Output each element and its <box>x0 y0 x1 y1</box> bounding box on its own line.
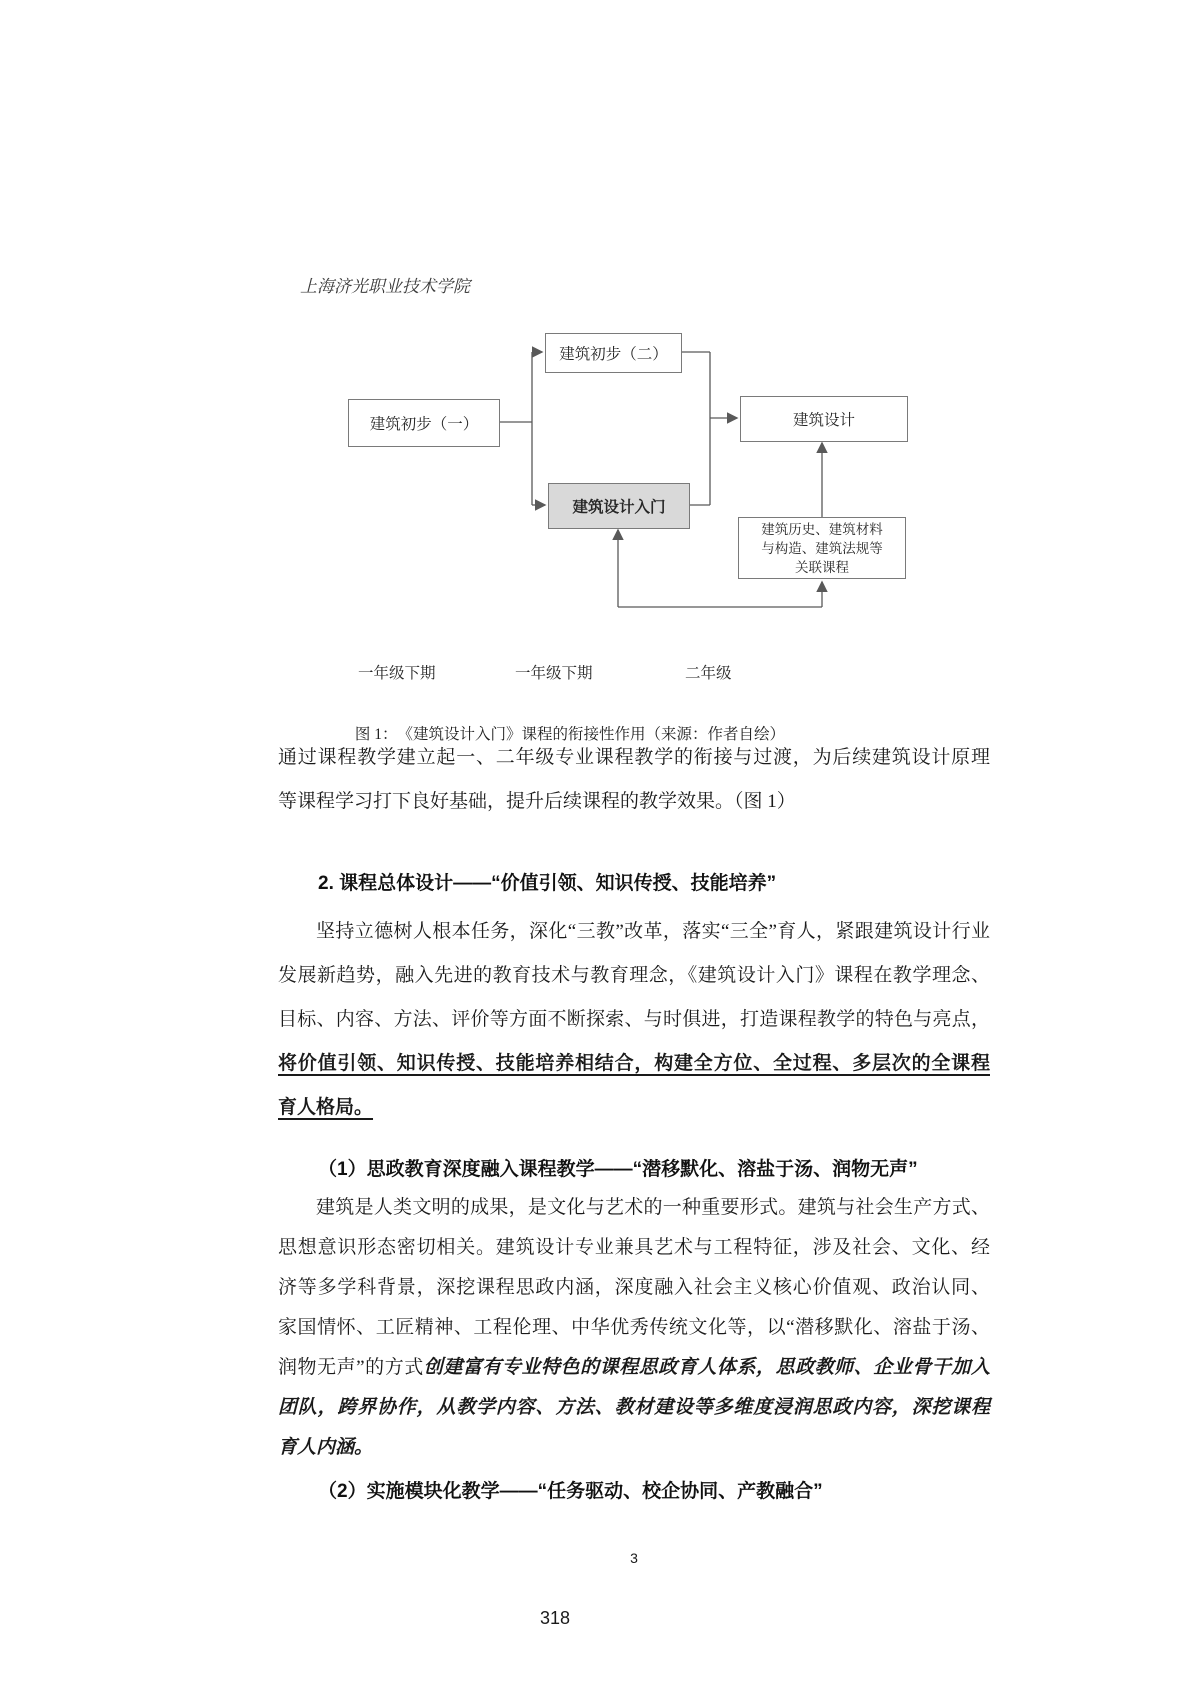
timeline-label-year1-term2-b: 一年级下期 <box>515 665 593 682</box>
page-number-outer: 318 <box>540 1608 571 1628</box>
course-flowchart <box>340 325 920 685</box>
paragraph-1-line-2: 等课程学习打下良好基础，提升后续课程的教学效果。（图 1） <box>278 791 796 812</box>
paragraph-2-line-2: 发展新趋势，融入先进的教育技术与教育理念，《建筑设计入门》课程在教学理念、 <box>278 965 990 986</box>
heading-subsection-2: （2）实施模块化教学——“任务驱动、校企协同、产教融合” <box>318 1481 823 1502</box>
paragraph-3-line-4: 家国情怀、工匠精神、工程伦理、中华优秀传统文化等，以“潜移默化、溶盐于汤、 <box>278 1317 990 1338</box>
flowchart-box-label: 建筑初步（二） <box>559 346 668 363</box>
heading-section-2: 2. 课程总体设计——“价值引领、知识传授、技能培养” <box>318 873 777 894</box>
paragraph-3-line-6-bold-italic: 团队，跨界协作，从教学内容、方法、教材建设等多维度浸润思政内容，深挖课程 <box>278 1397 990 1418</box>
timeline-label-year1-term2-a: 一年级下期 <box>358 665 436 682</box>
flowchart-box-jianzhu-chubu-2 <box>545 333 682 373</box>
flowchart-box-label: 建筑设计 <box>792 412 855 429</box>
timeline-label-year2: 二年级 <box>685 665 732 682</box>
flowchart-box-label-line1: 建筑历史、建筑材料 <box>761 521 883 537</box>
paragraph-2-line-5-bold-underline: 育人格局。 <box>278 1097 374 1118</box>
flowchart-box-label: 建筑初步（一） <box>369 416 479 433</box>
paragraph-2-line-4-bold-underline: 将价值引领、知识传授、技能培养相结合，构建全方位、全过程、多层次的全课程 <box>278 1053 990 1074</box>
flowchart-box-jianzhu-sheji-rumen <box>548 483 690 529</box>
heading-subsection-1: （1）思政教育深度融入课程教学——“潜移默化、溶盐于汤、润物无声” <box>318 1159 918 1180</box>
paragraph-2-line-1: 坚持立德树人根本任务，深化“三教”改革，落实“三全”育人，紧跟建筑设计行业 <box>316 921 990 942</box>
figure-1-caption: 图 1： 《建筑设计入门》课程的衔接性作用（来源：作者自绘） <box>354 726 786 743</box>
flowchart-box-related-courses <box>738 517 906 579</box>
paragraph-1 <box>278 736 990 824</box>
flowchart-box-label-line3: 关联课程 <box>795 559 849 575</box>
flowchart-box-jianzhu-chubu-1 <box>348 399 500 447</box>
flowchart-box-label: 建筑设计入门 <box>572 499 666 516</box>
paragraph-3-line-1: 建筑是人类文明的成果，是文化与艺术的一种重要形式。建筑与社会生产方式、 <box>316 1197 990 1218</box>
page-number-inner: 3 <box>630 1550 638 1566</box>
flowchart-box-label-line2: 与构造、建筑法规等 <box>761 540 883 556</box>
paragraph-3 <box>278 1188 990 1468</box>
paragraph-2 <box>278 910 990 1130</box>
paragraph-3-line-3: 济等多学科背景，深挖课程思政内涵，深度融入社会主义核心价值观、政治认同、 <box>278 1277 990 1298</box>
paragraph-3-line-5-normal: 润物无声”的方式 <box>278 1357 424 1378</box>
paragraph-1-line-1: 通过课程教学建立起一、二年级专业课程教学的衔接与过渡，为后续建筑设计原理 <box>278 747 990 768</box>
paragraph-3-line-5 <box>278 1348 990 1388</box>
paragraph-3-line-5-bold-italic: 创建富有专业特色的课程思政育人体系，思政教师、企业骨干加入 <box>423 1357 990 1378</box>
paragraph-3-line-2: 思想意识形态密切相关。建筑设计专业兼具艺术与工程特征，涉及社会、文化、经 <box>278 1237 990 1258</box>
paragraph-2-line-3: 目标、内容、方法、评价等方面不断探索、与时俱进，打造课程教学的特色与亮点， <box>278 1009 990 1030</box>
paragraph-3-line-7-bold-italic: 育人内涵。 <box>278 1437 374 1458</box>
flowchart-box-jianzhu-sheji <box>740 396 908 442</box>
document-header-school-name: 上海济光职业技术学院 <box>300 277 470 296</box>
